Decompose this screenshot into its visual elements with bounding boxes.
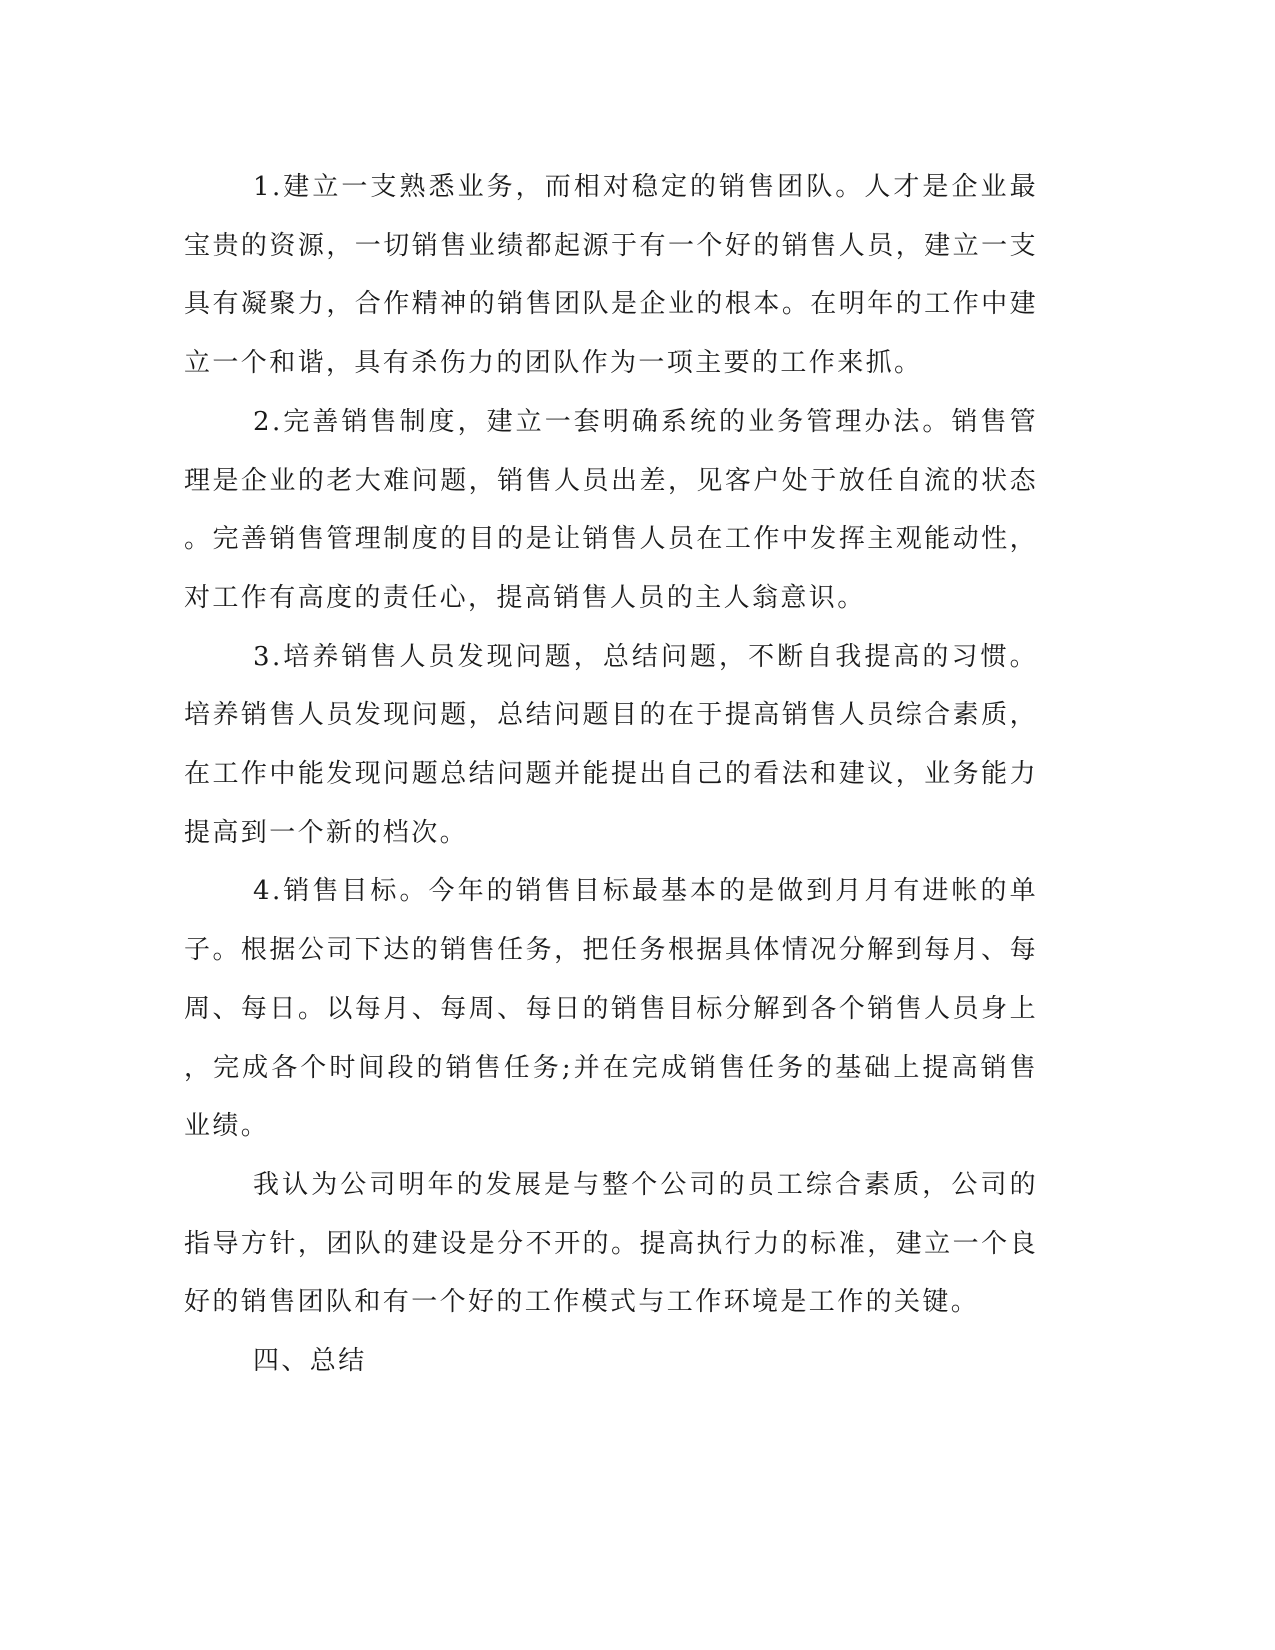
paragraph-sales-target: 4.销售目标。今年的销售目标最基本的是做到月月有进帐的单子。根据公司下达的销售任务，把任务根据具体情况分解到每月、每周、每日。以每月、每周、每日的销售目标分解到各个销售人员身上，完成各个时间段的销售任务;并在完成销售任务的基础上提高销售业绩。 bbox=[184, 876, 1038, 1142]
paragraph-staff-habits: 3.培养销售人员发现问题，总结问题，不断自我提高的习惯。培养销售人员发现问题，总结问题目的在于提高销售人员综合素质，在工作中能发现问题总结问题并能提出自己的看法和建议，业务能力提高到一个新的档次。 bbox=[184, 641, 1038, 848]
paragraph-sales-system: 2.完善销售制度，建立一套明确系统的业务管理办法。销售管理是企业的老大难问题，销售人员出差，见客户处于放任自流的状态。完善销售管理制度的目的是让销售人员在工作中发挥主观能动性，对工作有高度的责任心，提高销售人员的主人翁意识。 bbox=[184, 406, 1038, 613]
paragraph-team-building: 1.建立一支熟悉业务，而相对稳定的销售团队。人才是企业最宝贵的资源，一切销售业绩都起源于有一个好的销售人员，建立一支具有凝聚力，合作精神的销售团队是企业的根本。在明年的工作中建立一个和谐，具有杀伤力的团队作为一项主要的工作来抓。 bbox=[184, 172, 1038, 379]
paragraph-company-development: 我认为公司明年的发展是与整个公司的员工综合素质，公司的指导方针，团队的建设是分不开的。提高执行力的标准，建立一个良好的销售团队和有一个好的工作模式与工作环境是工作的关键。 bbox=[184, 1169, 1038, 1318]
section-heading-summary: 四、总结 bbox=[253, 1346, 367, 1377]
document-body bbox=[184, 158, 1038, 1391]
